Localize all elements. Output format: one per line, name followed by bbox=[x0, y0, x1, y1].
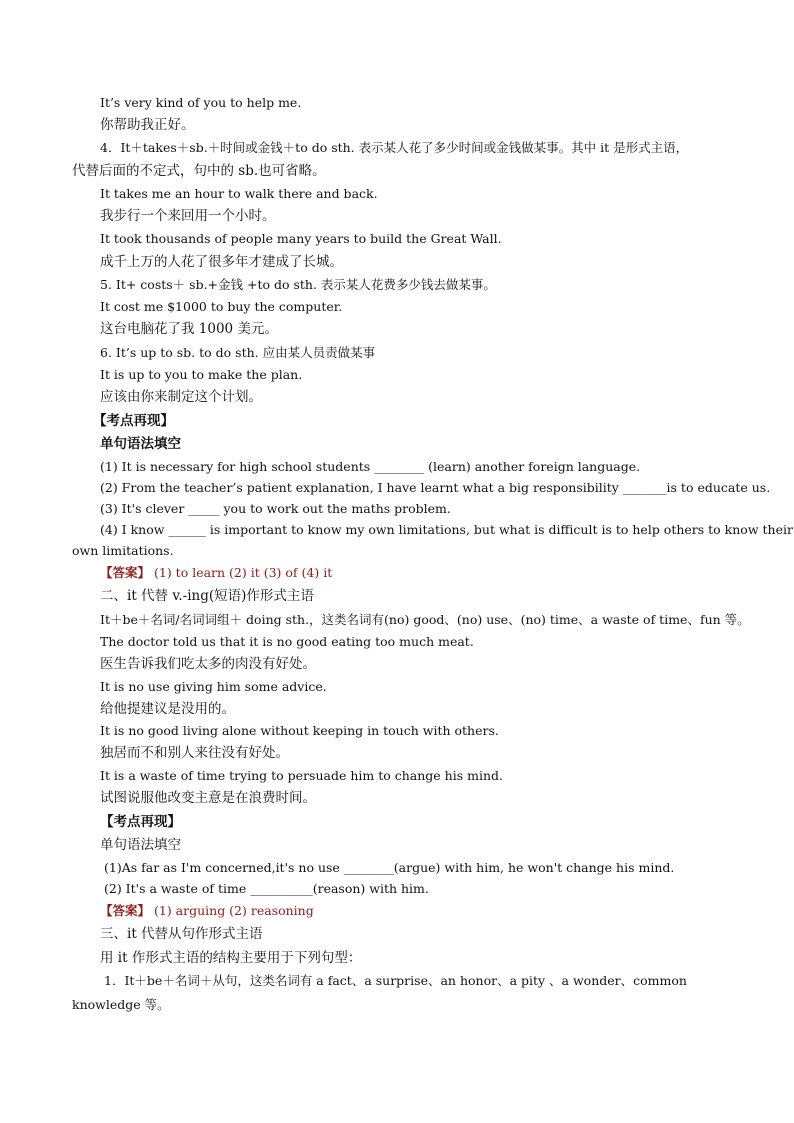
example-sentence: It takes me an hour to walk there and back. bbox=[100, 186, 378, 201]
exercise-item-3: (3) It's clever _____ you to work out the maths problem. bbox=[100, 501, 451, 516]
exercise-item-4-cont: own limitations. bbox=[72, 543, 174, 558]
answer-label: 【答案】 bbox=[100, 903, 151, 918]
rule-6: 6. It’s up to sb. to do sth. 应由某人员责做某事 bbox=[100, 345, 376, 360]
answer-label: 【答案】 bbox=[100, 565, 151, 580]
example-sentence: It is up to you to make the plan. bbox=[100, 367, 303, 382]
answer-line bbox=[100, 565, 332, 581]
exercise-subheading: 单句语法填空 bbox=[100, 837, 181, 853]
example-sentence: It is a waste of time trying to persuade him to change his mind. bbox=[100, 768, 503, 783]
answer-values: (1) to learn (2) it (3) of (4) it bbox=[154, 565, 333, 580]
exercise-item-2: (2) It's a waste of time __________(reason) with him. bbox=[104, 881, 429, 896]
translation: 成千上万的人花了很多年才建成了长城。 bbox=[100, 254, 343, 270]
exercise-item-1: (1)As far as I'm concerned,it's no use ________(argue) with him, he won't change his mind. bbox=[104, 860, 675, 875]
rule-4-line-1: 4．It＋takes＋sb.＋时间或金钱＋to do sth. 表示某人花了多少时间或金钱做某事。其中 it 是形式主语， bbox=[100, 140, 689, 155]
pattern-1-line-1: 1．It＋be＋名词＋从句，这类名词有 a fact、a surprise、an honor、a pity 、a wonder、common bbox=[104, 973, 687, 988]
section-heading-2: 二、it 代替 v.-ing(短语)作形式主语 bbox=[100, 588, 314, 604]
example-sentence: It is no good living alone without keeping in touch with others. bbox=[100, 723, 499, 738]
example-sentence: It’s very kind of you to help me. bbox=[100, 95, 302, 110]
exercise-heading: 【考点再现】 bbox=[93, 413, 174, 429]
structure-rule: It＋be＋名词/名词词组＋ doing sth.，这类名词有(no) good、(no) use、(no) time、a waste of time、fun 等。 bbox=[100, 612, 750, 627]
translation: 独居而不和别人来往没有好处。 bbox=[100, 745, 289, 761]
exercise-item-1: (1) It is necessary for high school students ________ (learn) another foreign language. bbox=[100, 459, 641, 474]
translation: 给他提建议是没用的。 bbox=[100, 701, 235, 717]
pattern-1-line-2: knowledge 等。 bbox=[72, 997, 170, 1012]
exercise-heading: 【考点再现】 bbox=[100, 814, 181, 830]
section-heading-3: 三、it 代替从句作形式主语 bbox=[100, 926, 263, 942]
intro-line: 用 it 作形式主语的结构主要用于下列句型： bbox=[100, 950, 362, 966]
exercise-item-2: (2) From the teacher’s patient explanation, I have learnt what a big responsibility _______is to educate us. bbox=[100, 480, 771, 495]
example-sentence: The doctor told us that it is no good eating too much meat. bbox=[100, 634, 474, 649]
translation: 医生告诉我们吃太多的肉没有好处。 bbox=[100, 656, 316, 672]
answer-line bbox=[100, 903, 314, 919]
answer-values: (1) arguing (2) reasoning bbox=[154, 903, 314, 918]
translation: 我步行一个来回用一个小时。 bbox=[100, 208, 276, 224]
translation: 应该由你来制定这个计划。 bbox=[100, 389, 262, 405]
example-sentence: It cost me $1000 to buy the computer. bbox=[100, 299, 343, 314]
example-sentence: It took thousands of people many years to build the Great Wall. bbox=[100, 231, 502, 246]
example-sentence: It is no use giving him some advice. bbox=[100, 679, 327, 694]
translation: 你帮助我正好。 bbox=[100, 117, 195, 133]
exercise-subheading: 单句语法填空 bbox=[100, 436, 181, 452]
translation: 这台电脑花了我 1000 美元。 bbox=[100, 321, 278, 337]
exercise-item-4: (4) I know ______ is important to know my own limitations, but what is difficult is to help others to know their bbox=[100, 522, 793, 537]
rule-4-line-2: 代替后面的不定式，句中的 sb.也可省略。 bbox=[72, 163, 326, 179]
translation: 试图说服他改变主意是在浪费时间。 bbox=[100, 790, 316, 806]
rule-5: 5. It+ costs＋ sb.+金钱 +to do sth. 表示某人花费多少钱去做某事。 bbox=[100, 277, 496, 292]
